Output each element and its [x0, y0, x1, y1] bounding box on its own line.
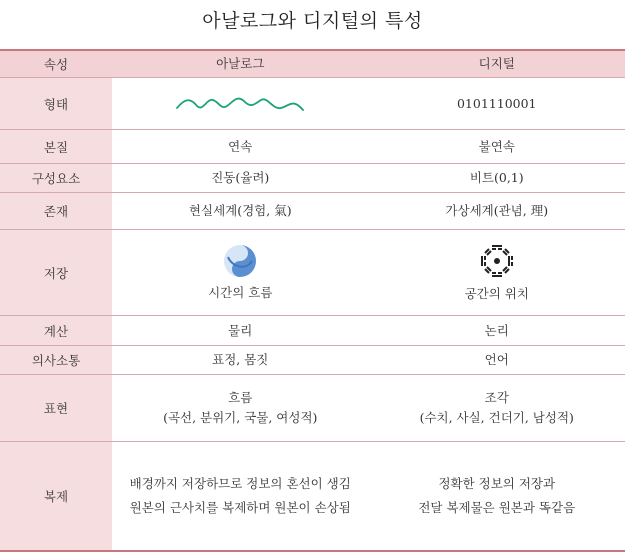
header-digital: 디지털 — [478, 56, 515, 71]
row-label: 본질 — [0, 130, 112, 163]
swirl-icon — [222, 243, 258, 279]
row-label: 형태 — [0, 78, 112, 129]
digital-cell — [369, 442, 625, 550]
analog-wave-icon — [175, 92, 305, 116]
row-label: 존재 — [0, 193, 112, 229]
analog-cell: 물리 — [228, 322, 253, 338]
analog-cell: 진동(율려) — [211, 170, 270, 185]
row-label: 저장 — [0, 230, 112, 315]
row-label: 복제 — [0, 442, 112, 550]
digital-expression-sub: (수치, 사실, 건더기, 남성적) — [419, 410, 574, 425]
table-row-existence — [0, 193, 625, 230]
table-row-expression — [0, 375, 625, 442]
digital-cell: 논리 — [484, 322, 509, 338]
row-label: 계산 — [0, 316, 112, 345]
row-label: 구성요소 — [0, 164, 112, 192]
header-attribute: 속성 — [43, 57, 69, 72]
table-row-replication — [0, 442, 625, 550]
analog-cell — [112, 230, 369, 315]
comparison-table — [0, 49, 625, 552]
table-row-form — [0, 78, 625, 130]
analog-expression-sub: (곡선, 분위기, 국물, 여성적) — [163, 410, 318, 425]
analog-replication-line1: 배경까지 저장하므로 정보의 혼선이 생김 — [129, 476, 351, 491]
table-row-communication — [0, 346, 625, 375]
digital-cell — [369, 375, 625, 441]
row-label: 의사소통 — [0, 346, 112, 374]
digital-cell: 가상세계(관념, 理) — [445, 203, 549, 218]
table-row-computation — [0, 316, 625, 346]
digital-cell: 0101110001 — [456, 95, 537, 111]
digital-storage-label: 공간의 위치 — [464, 285, 529, 301]
table-row-storage — [0, 230, 625, 316]
analog-replication-line2: 원본의 근사치를 복제하며 원본이 손상됨 — [129, 500, 351, 515]
analog-cell — [112, 442, 369, 550]
analog-expression-main: 흐름 — [228, 390, 253, 405]
analog-cell — [112, 375, 369, 441]
digital-cell: 비트(0,1) — [469, 170, 524, 185]
digital-cell: 불연속 — [478, 138, 515, 154]
analog-cell — [112, 78, 369, 129]
table-row-essence — [0, 130, 625, 164]
page-title: 아날로그와 디지털의 특성 — [202, 10, 423, 32]
digital-cell — [369, 230, 625, 315]
digital-cell: 언어 — [484, 352, 509, 367]
bagua-trigram-icon — [478, 242, 516, 280]
table-row-components — [0, 164, 625, 193]
digital-replication-line2: 전달 복제물은 원본과 똑같음 — [418, 500, 576, 515]
digital-expression-main: 조각 — [484, 390, 509, 405]
digital-replication-line1: 정확한 정보의 저장과 — [438, 476, 556, 491]
table-header-row — [0, 51, 625, 78]
header-analog: 아날로그 — [216, 56, 265, 71]
analog-cell: 연속 — [228, 138, 253, 154]
analog-cell: 현실세계(경험, 氣) — [188, 203, 292, 218]
row-label: 표현 — [0, 375, 112, 441]
analog-storage-label: 시간의 흐름 — [208, 284, 273, 300]
analog-cell: 표정, 몸짓 — [212, 352, 269, 367]
